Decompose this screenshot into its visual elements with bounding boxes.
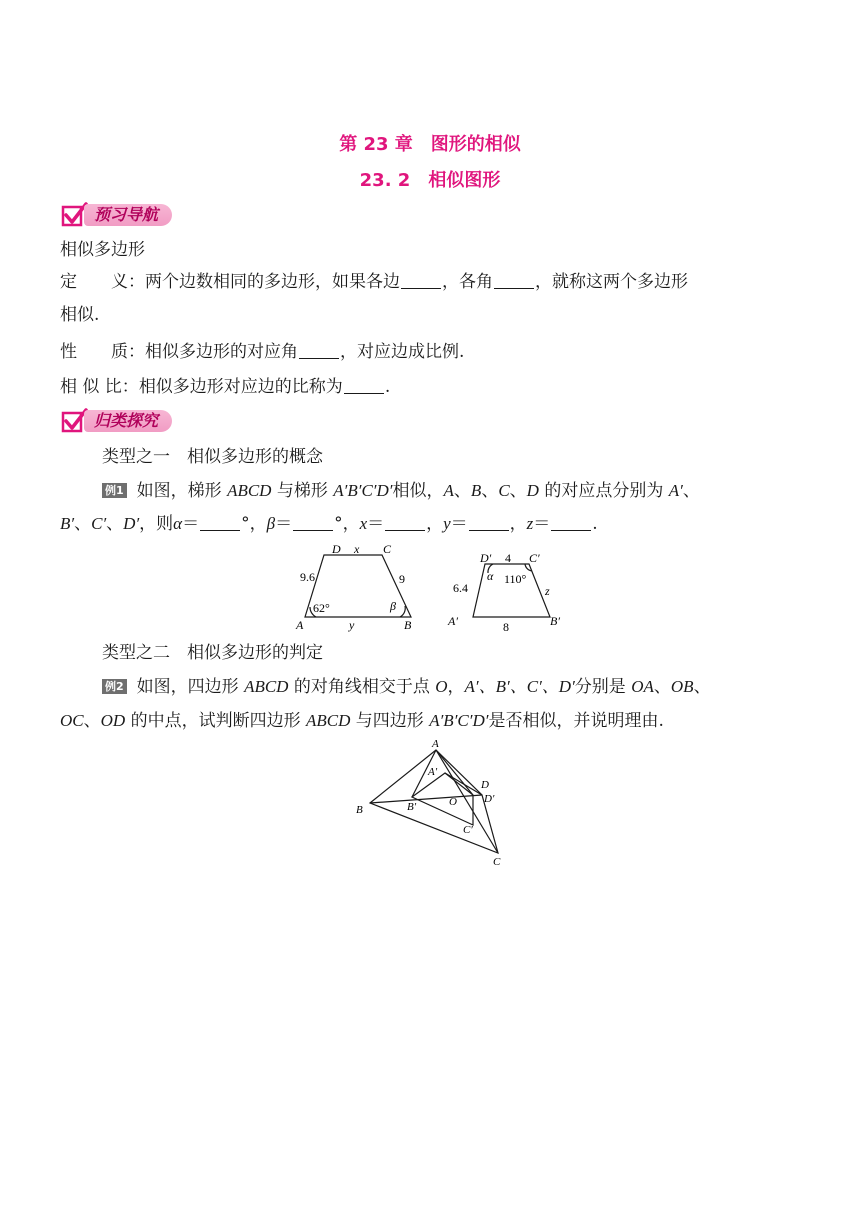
text: °， xyxy=(241,514,267,534)
type1-title: 类型之一 相似多边形的概念 xyxy=(102,447,323,467)
text: 与梯形 xyxy=(271,481,334,501)
math: C′ xyxy=(91,514,107,533)
chapter-title: 第 23 章 图形的相似 xyxy=(339,134,521,155)
label-side-left-2: 6.4 xyxy=(453,581,468,595)
math: ABCD xyxy=(244,677,289,696)
banner-label: 预习导航 xyxy=(84,204,172,226)
ratio-text-2: . xyxy=(384,377,391,397)
math: ABCD xyxy=(306,711,351,730)
label-x: x xyxy=(354,542,360,556)
ratio-text-1: 相似多边形对应边的比称为 xyxy=(138,377,343,397)
property-label: 性 质： xyxy=(60,342,145,362)
text: ， xyxy=(447,677,465,697)
label-y: y xyxy=(349,618,355,632)
text: 的中点，试判断四边形 xyxy=(125,711,306,731)
blank xyxy=(293,512,333,531)
label-A-prime: A′ xyxy=(428,766,438,778)
text: 与四边形 xyxy=(350,711,430,731)
math: z xyxy=(526,514,534,533)
text: 、 xyxy=(74,514,92,534)
ratio-line xyxy=(60,371,805,403)
math: B′ xyxy=(60,514,75,533)
math: D′ xyxy=(123,514,140,533)
blank xyxy=(494,270,534,289)
example1-line-2 xyxy=(60,508,805,540)
label-top: 4 xyxy=(505,551,511,565)
label-C-prime: C′ xyxy=(463,824,473,836)
blank xyxy=(385,512,425,531)
math: OA xyxy=(631,677,654,696)
definition-line xyxy=(60,266,805,298)
label-angle-c: 110° xyxy=(504,572,527,586)
banner-label: 归类探究 xyxy=(84,410,172,432)
text: ＝ xyxy=(275,514,293,534)
label-z: z xyxy=(545,584,550,598)
math: B xyxy=(470,481,482,500)
example-badge: 例2 xyxy=(102,679,127,694)
text: 如图，梯形 xyxy=(136,481,228,501)
trapezoid-figure xyxy=(280,540,580,635)
label-angle-a: 62° xyxy=(313,601,330,615)
math: A′ xyxy=(668,481,683,500)
text: 、 xyxy=(106,514,124,534)
label-B-prime: B′ xyxy=(550,614,560,628)
text: °， xyxy=(334,514,360,534)
label-D: D xyxy=(481,779,489,791)
math: A xyxy=(443,481,454,500)
text: ， xyxy=(426,514,444,534)
text: 、 xyxy=(653,677,671,697)
math: D xyxy=(526,481,539,500)
property-text-2: ，对应边成比例. xyxy=(340,342,465,362)
label-side-right: 9 xyxy=(399,572,405,586)
label-D: D xyxy=(332,542,341,556)
label-D-prime: D′ xyxy=(484,793,495,805)
label-alpha: α xyxy=(487,569,494,583)
property-text-1: 相似多边形的对应角 xyxy=(145,342,298,362)
type2-title: 类型之二 相似多边形的判定 xyxy=(102,643,323,663)
text: 如图，四边形 xyxy=(136,677,245,697)
example-badge: 例1 xyxy=(102,483,127,498)
math: C xyxy=(498,481,510,500)
blank xyxy=(200,512,240,531)
math: A′、B′、C′、D′ xyxy=(464,677,575,696)
text: 的对角线相交于点 xyxy=(288,677,436,697)
definition-text-3: ，就称这两个多边形 xyxy=(535,272,688,292)
math: OC xyxy=(60,711,84,730)
text: ， xyxy=(509,514,527,534)
text: ＝ xyxy=(182,514,200,534)
label-side-left: 9.6 xyxy=(300,570,315,584)
math: α xyxy=(173,514,183,533)
example2-line-1 xyxy=(102,671,812,703)
definition-label: 定 义： xyxy=(60,272,145,292)
text: ＝ xyxy=(367,514,385,534)
definition-text-1: 两个边数相同的多边形，如果各边 xyxy=(145,272,400,292)
text: 的对应点分别为 xyxy=(538,481,669,501)
text: 是否相似，并说明理由. xyxy=(488,711,664,731)
text: ＝ xyxy=(450,514,468,534)
math: OD xyxy=(100,711,126,730)
definition-text-2: ，各角 xyxy=(442,272,493,292)
text: 、 xyxy=(83,711,101,731)
definition-line-2: 相似. xyxy=(60,305,100,325)
text: 、 xyxy=(682,481,700,501)
label-O: O xyxy=(449,796,457,808)
text: . xyxy=(592,514,598,534)
text: 、 xyxy=(693,677,711,697)
quadrilateral-figure xyxy=(350,735,520,870)
math: O xyxy=(435,677,448,696)
blank xyxy=(401,270,441,289)
text: ，则 xyxy=(139,514,174,534)
label-C: C xyxy=(383,542,392,556)
text: 、 xyxy=(481,481,499,501)
label-bottom: 8 xyxy=(503,620,509,634)
explore-banner xyxy=(60,406,172,436)
math: y xyxy=(443,514,451,533)
ratio-label: 相 似 比： xyxy=(60,377,139,397)
math: ABCD xyxy=(227,481,272,500)
label-A: A xyxy=(432,738,439,750)
blank xyxy=(469,512,509,531)
label-C: C xyxy=(493,856,501,868)
label-C-prime: C′ xyxy=(529,551,540,565)
preview-banner xyxy=(60,200,172,230)
label-B-prime: B′ xyxy=(407,801,417,813)
text: 、 xyxy=(509,481,527,501)
text: 分别是 xyxy=(574,677,632,697)
blank xyxy=(299,340,339,359)
text: 相似， xyxy=(392,481,444,501)
label-D-prime: D′ xyxy=(480,551,492,565)
blank xyxy=(344,375,384,394)
label-A-prime: A′ xyxy=(448,614,458,628)
math: β xyxy=(266,514,276,533)
label-B: B xyxy=(404,618,412,632)
math: OB xyxy=(670,677,694,696)
math: A′B′C′D′ xyxy=(429,711,489,730)
math: A′B′C′D′ xyxy=(333,481,393,500)
example2-line-2 xyxy=(60,705,805,737)
text: ＝ xyxy=(533,514,551,534)
property-line xyxy=(60,336,805,368)
label-A: A xyxy=(296,618,304,632)
text: 、 xyxy=(453,481,471,501)
blank xyxy=(551,512,591,531)
math: x xyxy=(359,514,368,533)
label-beta: β xyxy=(390,599,396,613)
topic-heading: 相似多边形 xyxy=(60,240,145,260)
section-title: 23. 2 相似图形 xyxy=(359,170,501,191)
label-B: B xyxy=(356,804,363,816)
example1-line-1 xyxy=(102,475,812,507)
